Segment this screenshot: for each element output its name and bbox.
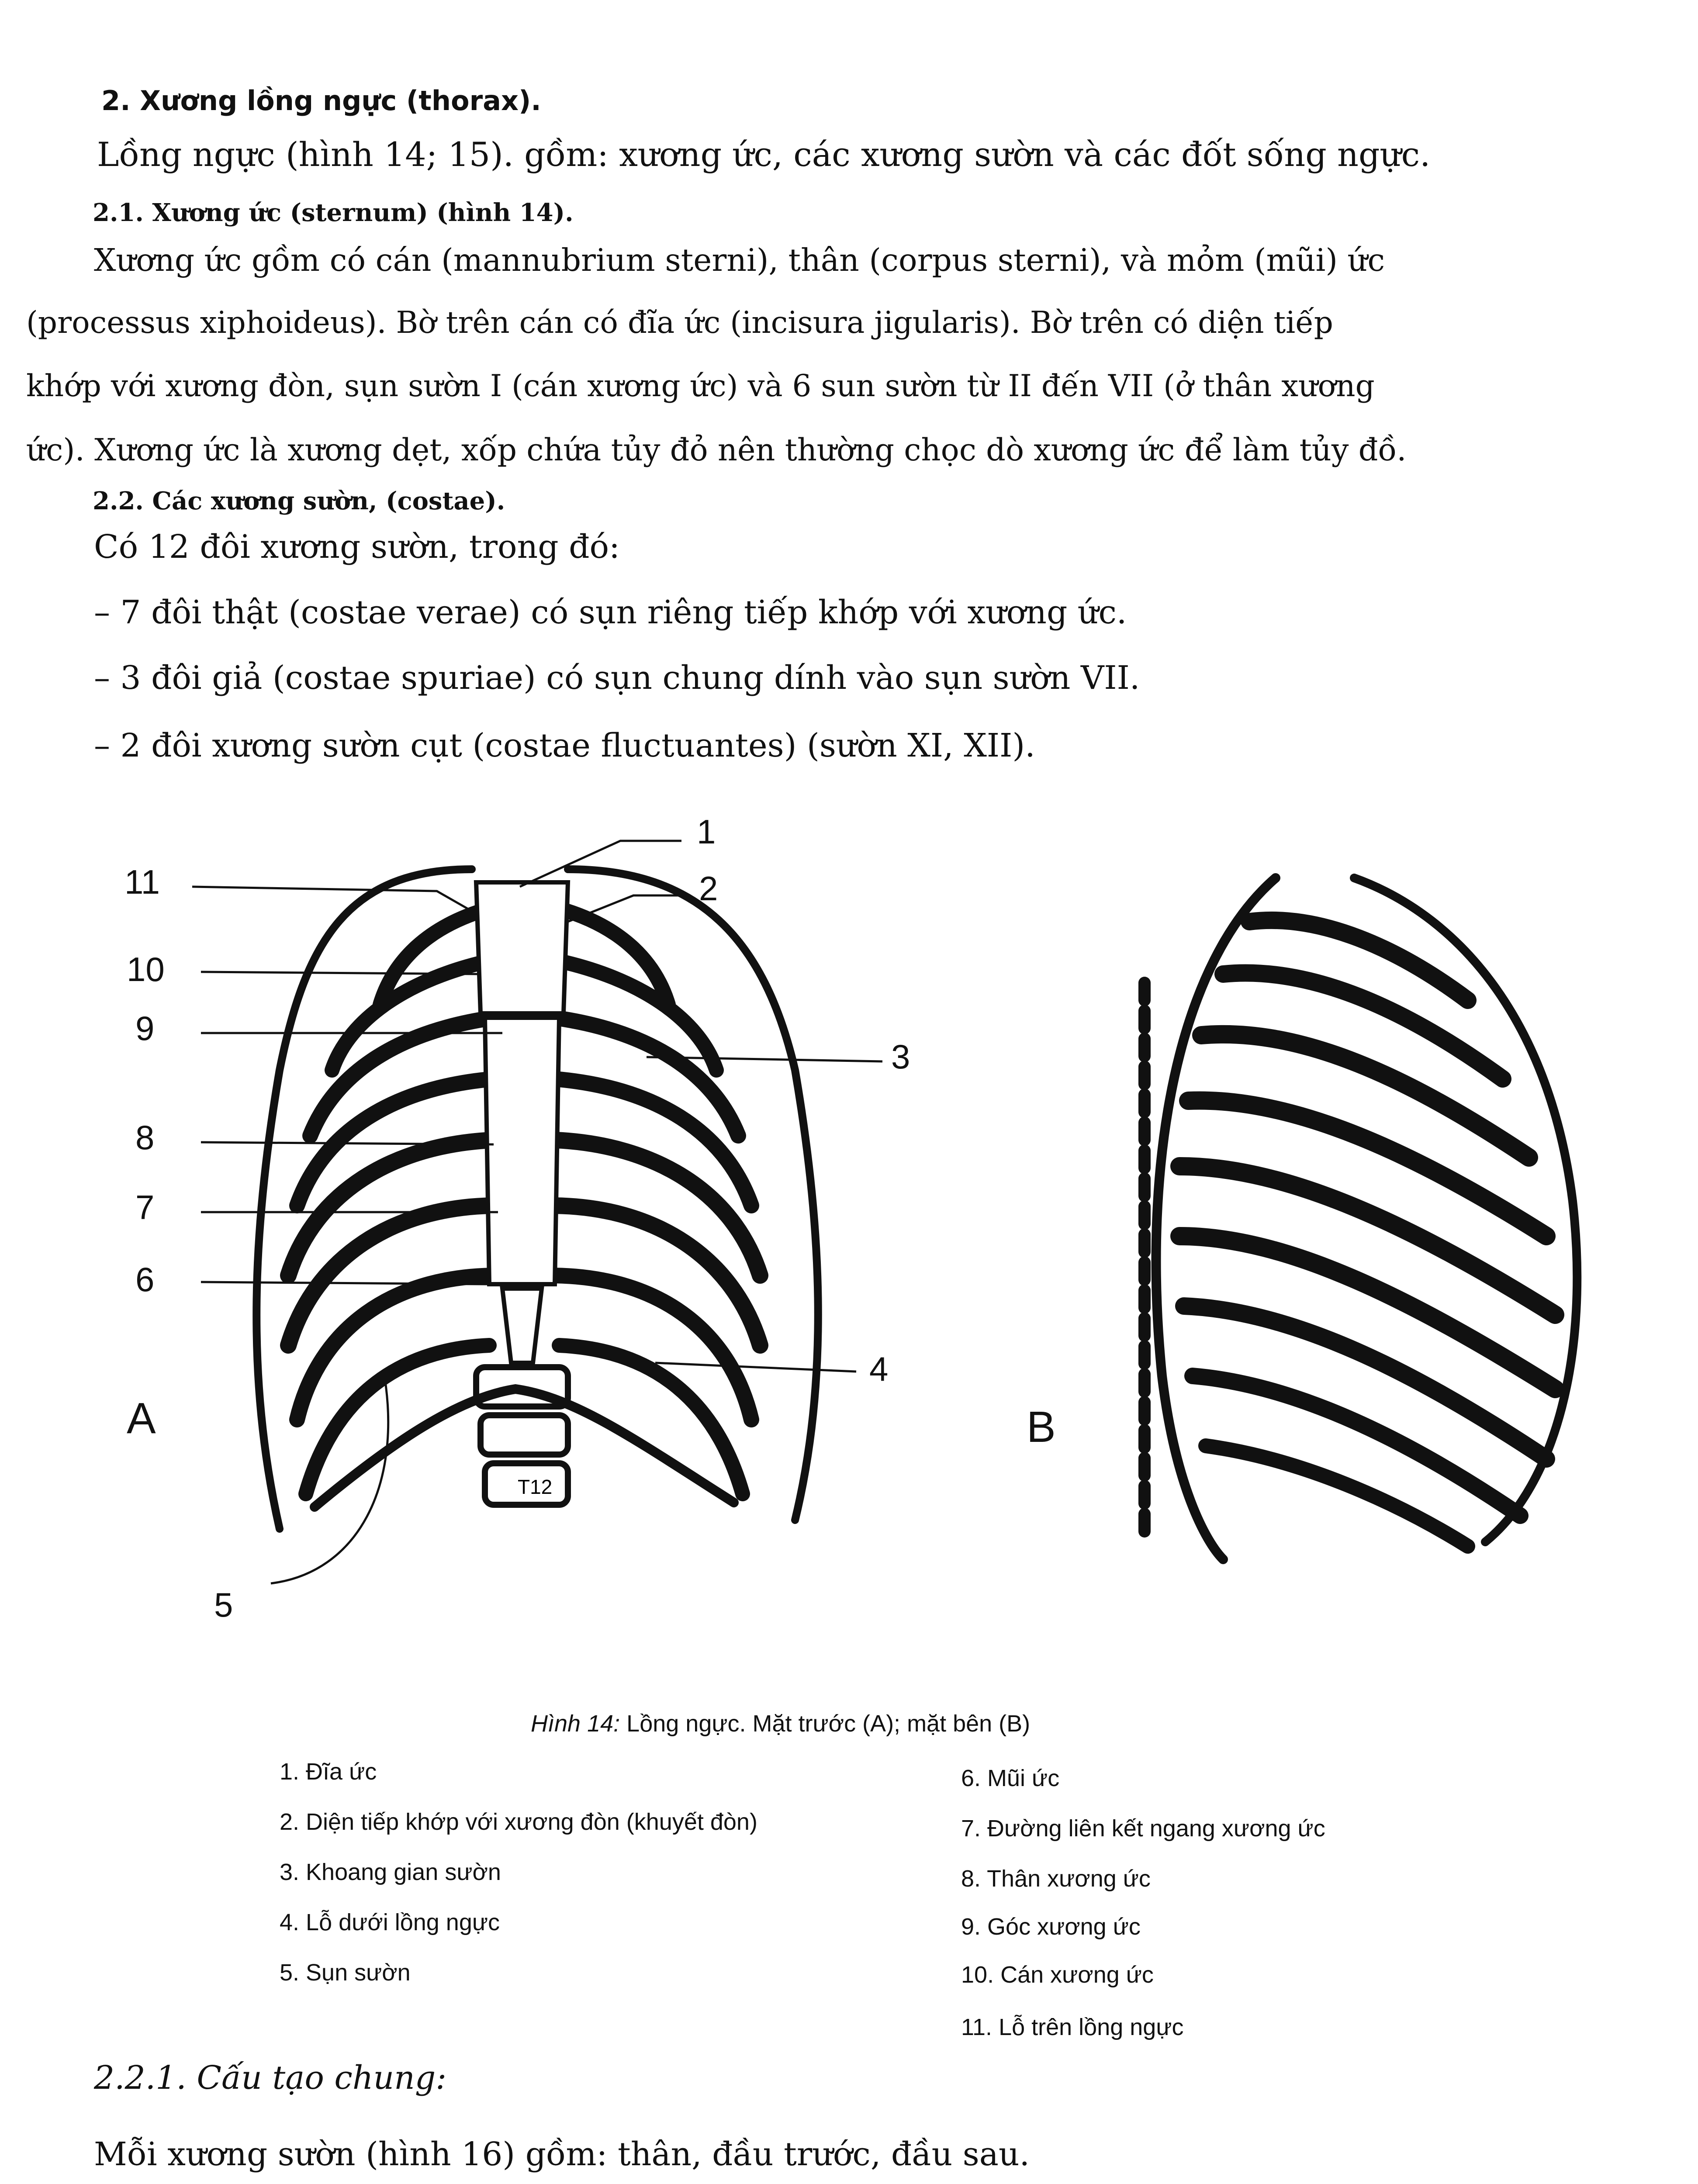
legend-right-5: 10. Cán xương ức xyxy=(961,1962,1154,1988)
structure-intro: Mỗi xương sườn (hình 16) gồm: thân, đầu trước, đầu sau. xyxy=(94,2136,1030,2173)
figure-label-9: 9 xyxy=(135,1009,155,1047)
figure-label-7: 7 xyxy=(135,1188,155,1227)
legend-right-1: 6. Mũi ức xyxy=(961,1765,1060,1791)
legend-left-3: 3. Khoang gian sườn xyxy=(280,1859,501,1885)
figure-label-6: 6 xyxy=(135,1260,155,1299)
ribs-item-1: – 7 đôi thật (costae verae) có sụn riêng tiếp khớp với xương ức. xyxy=(94,594,1127,631)
figure-label-4: 4 xyxy=(869,1350,889,1388)
thorax-lateral-view xyxy=(1092,852,1616,1594)
figure-label-8: 8 xyxy=(135,1118,155,1157)
legend-left-5: 5. Sụn sườn xyxy=(280,1959,411,1986)
legend-right-3: 8. Thân xương ức xyxy=(961,1866,1151,1892)
legend-right-6: 11. Lỗ trên lồng ngực xyxy=(961,2014,1184,2040)
figure-label-5: 5 xyxy=(214,1586,233,1624)
section-intro: Lồng ngực (hình 14; 15). gồm: xương ức, các xương sườn và các đốt sống ngực. xyxy=(97,135,1431,174)
figure-caption xyxy=(531,1710,1030,1737)
figure-label-3: 3 xyxy=(891,1037,910,1076)
figure-label-1: 1 xyxy=(697,812,716,851)
legend-right-2: 7. Đường liên kết ngang xương ức xyxy=(961,1815,1325,1842)
figure-view-a: A xyxy=(127,1394,156,1443)
sternum-line-2: (processus xiphoideus). Bờ trên cán có đĩa ức (incisura jigularis). Bờ trên có diện tiếp xyxy=(26,305,1333,340)
section-heading: 2. Xương lồng ngực (thorax). xyxy=(101,85,541,117)
thorax-front-view xyxy=(0,808,961,1660)
sternum-heading: 2.1. Xương ức (sternum) (hình 14). xyxy=(93,198,574,227)
figure-label-2: 2 xyxy=(699,869,718,908)
figure-caption-text: Lồng ngực. Mặt trước (A); mặt bên (B) xyxy=(626,1711,1031,1737)
sternum-line-3: khớp với xương đòn, sụn sườn I (cán xương ức) và 6 sun sườn từ II đến VII (ở thân xương xyxy=(26,369,1375,404)
structure-heading: 2.2.1. Cấu tạo chung: xyxy=(94,2059,447,2097)
legend-left-2: 2. Diện tiếp khớp với xương đòn (khuyết đòn) xyxy=(280,1809,757,1835)
ribs-heading: 2.2. Các xương sườn, (costae). xyxy=(93,487,505,515)
sternum-mark: T12 xyxy=(518,1476,553,1498)
legend-right-4: 9. Góc xương ức xyxy=(961,1914,1141,1940)
ribs-item-2: – 3 đôi giả (costae spuriae) có sụn chung dính vào sụn sườn VII. xyxy=(94,659,1140,697)
figure-label-10: 10 xyxy=(127,950,165,988)
legend-left-1: 1. Đĩa ức xyxy=(280,1759,377,1785)
sternum-line-1: Xương ức gồm có cán (mannubrium sterni), thân (corpus sterni), và mỏm (mũi) ức xyxy=(94,242,1385,278)
figure-view-b: B xyxy=(1027,1403,1056,1451)
figure-caption-prefix: Hình 14: xyxy=(531,1711,620,1737)
figure-label-11: 11 xyxy=(124,863,160,901)
legend-left-4: 4. Lỗ dưới lồng ngực xyxy=(280,1909,500,1935)
sternum-line-4: ức). Xương ức là xương dẹt, xốp chứa tủy đỏ nên thường chọc dò xương ức để làm tủy đồ. xyxy=(26,432,1407,468)
ribs-intro: Có 12 đôi xương sườn, trong đó: xyxy=(94,528,620,566)
ribs-item-3: – 2 đôi xương sườn cụt (costae fluctuantes) (sườn XI, XII). xyxy=(94,727,1035,764)
